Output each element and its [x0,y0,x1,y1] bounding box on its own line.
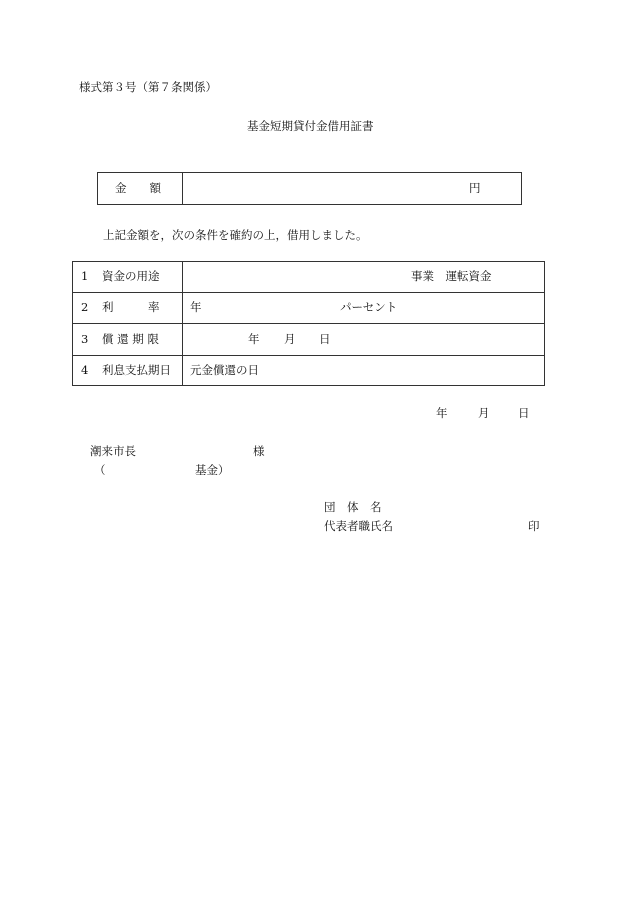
row-2-value-prefix: 年 [190,300,202,314]
amount-label: 金 額 [115,181,161,195]
row-3-month: 月 [284,332,296,346]
date-month: 月 [478,406,490,420]
seal-mark: 印 [528,519,540,533]
row-2-label: 利 率 [102,300,160,314]
intro-text: 上記金額を，次の条件を確約の上，借用しました。 [103,228,368,242]
row-1-value: 事業 運転資金 [411,269,492,283]
form-number: 様式第３号（第７条関係） [79,80,217,94]
row-3-label: 償 還 期 限 [102,332,159,346]
organization-label: 団 体 名 [324,500,382,514]
row-2-value-suffix: パーセント [340,300,398,314]
table-row-separator [72,355,545,356]
row-1-label: 資金の用途 [102,269,160,283]
document-title: 基金短期貸付金借用証書 [247,119,374,133]
addressee-name: 潮来市長 [90,444,136,458]
row-4-label: 利息支払期日 [102,363,171,377]
row-1-number: 1 [81,269,89,283]
row-3-day: 日 [319,332,331,346]
date-year: 年 [436,406,448,420]
row-2-number: 2 [81,300,89,314]
date-day: 日 [518,406,530,420]
amount-box-divider [182,172,183,205]
addressee-honorific: 様 [253,444,265,458]
row-3-year: 年 [248,332,260,346]
row-4-value: 元金償還の日 [190,363,259,377]
representative-label: 代表者職氏名 [324,519,393,533]
fund-close: 基金） [195,463,230,477]
row-4-number: 4 [81,363,89,377]
row-3-number: 3 [81,332,89,346]
fund-open-paren: （ [94,463,106,477]
table-row-separator [72,292,545,293]
table-row-separator [72,323,545,324]
amount-unit: 円 [469,181,481,195]
